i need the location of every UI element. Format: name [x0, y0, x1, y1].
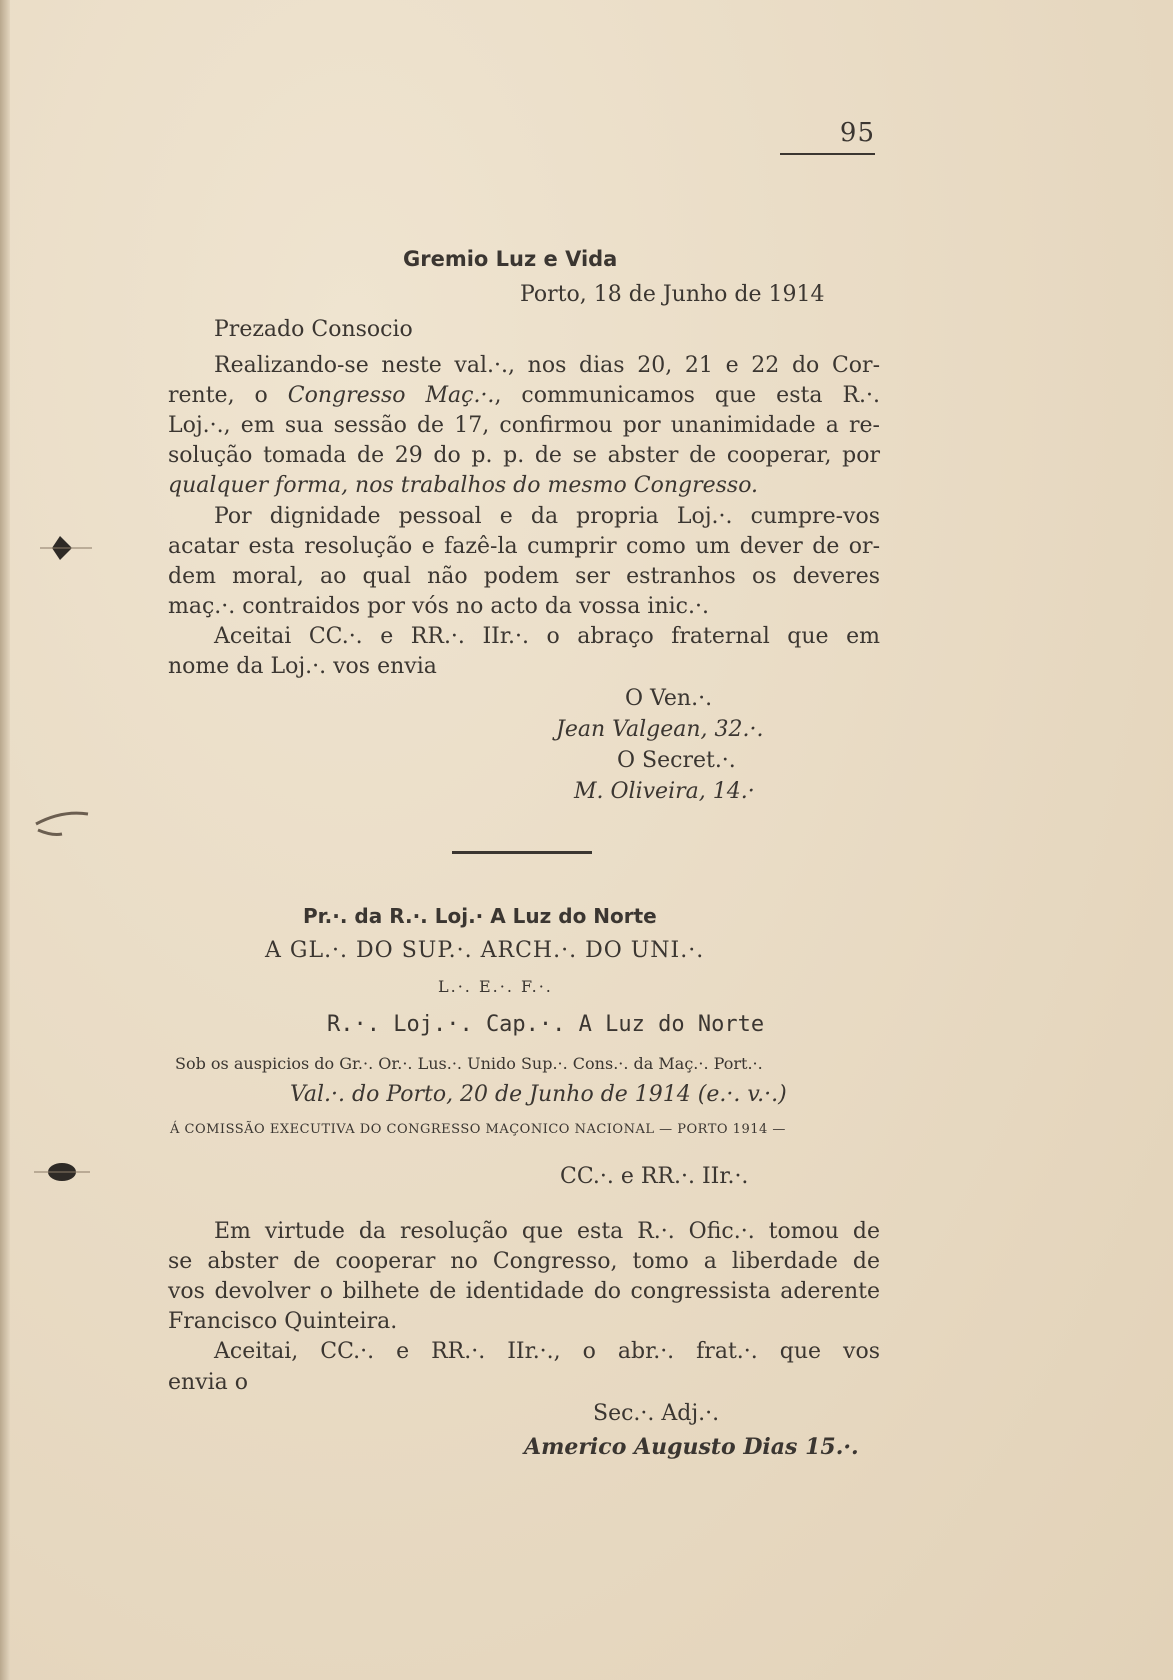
letter1-line: rente, o Congresso Maç.·., communicamos que esta R.·.: [168, 383, 880, 408]
letter1-line: Por dignidade pessoal e da propria Loj.·. cumpre-vos: [214, 504, 880, 529]
letter1-signature-name: M. Oliveira, 14.·: [574, 779, 755, 804]
letter1-signature-title: O Secret.·.: [617, 748, 736, 773]
page-number: 95: [839, 118, 875, 148]
letter1-signature-title: O Ven.·.: [625, 686, 713, 711]
letter1-line: Realizando-se neste val.·., nos dias 20, 21 e 22 do Cor-: [214, 353, 880, 378]
letter1-date: Porto, 18 de Junho de 1914: [520, 282, 825, 307]
letter2-address-line: Á COMISSÃO EXECUTIVA DO CONGRESSO MAÇONICO NACIONAL — PORTO 1914 —: [170, 1122, 786, 1137]
letter2-heading: Pr.·. da R.·. Loj.· A Luz do Norte: [303, 904, 657, 928]
letter1-line: acatar esta resolução e fazê-la cumprir como um dever de or-: [168, 534, 880, 559]
letter2-motto-line: L.·. E.·. F.·.: [438, 977, 553, 996]
letter1-line: qualquer forma, nos trabalhos do mesmo Congresso.: [168, 473, 759, 498]
letter1-line: nome da Loj.·. vos envia: [168, 654, 437, 679]
letter1-signature-name: Jean Valgean, 32.·.: [556, 717, 764, 742]
letter2-line: se abster de cooperar no Congresso, tomo a liberdade de: [168, 1249, 880, 1274]
letter2-lodge-line: R.·. Loj.·. Cap.·. A Luz do Norte: [327, 1012, 765, 1037]
letter2-line: envia o: [168, 1370, 249, 1395]
letter1-salutation: Prezado Consocio: [214, 317, 413, 342]
letter2-signature-title: Sec.·. Adj.·.: [593, 1401, 720, 1426]
letter1-line: Aceitai CC.·. e RR.·. IIr.·. o abraço fraternal que em: [214, 624, 880, 649]
letter2-line: Em virtude da resolução que esta R.·. Ofic.·. tomou de: [214, 1219, 880, 1244]
punch-hole-mark: [32, 800, 92, 840]
letter1-line: Loj.·., em sua sessão de 17, confirmou por unanimidade a re-: [168, 413, 880, 438]
letter2-signature-name: Americo Augusto Dias 15.·.: [524, 1434, 859, 1460]
letter2-title-line: A GL.·. DO SUP.·. ARCH.·. DO UNI.·.: [265, 938, 705, 963]
letter2-line: vos devolver o bilhete de identidade do congressista aderente: [168, 1279, 880, 1304]
letter1-line: dem moral, ao qual não podem ser estranhos os deveres: [168, 564, 880, 589]
letter1-line: solução tomada de 29 do p. p. de se abster de cooperar, por: [168, 443, 880, 468]
punch-hole-mark: [32, 1152, 92, 1192]
page-number-rule: [780, 153, 875, 155]
letter1-line: maç.·. contraidos por vós no acto da vossa inic.·.: [168, 594, 709, 619]
letter2-line: Francisco Quinteira.: [168, 1309, 398, 1334]
letter2-line: Aceitai, CC.·. e RR.·. IIr.·., o abr.·. frat.·. que vos: [214, 1339, 880, 1364]
letter1-heading: Gremio Luz e Vida: [403, 247, 618, 271]
section-divider: [452, 851, 592, 854]
letter2-date-line: Val.·. do Porto, 20 de Junho de 1914 (e.·. v.·.): [290, 1082, 787, 1107]
page-binding-edge: [0, 0, 10, 1680]
punch-hole-mark: [32, 528, 92, 568]
letter2-salutation: CC.·. e RR.·. IIr.·.: [560, 1164, 749, 1189]
letter2-auspices-line: Sob os auspicios do Gr.·. Or.·. Lus.·. Unido Sup.·. Cons.·. da Maç.·. Port.·.: [175, 1054, 763, 1073]
